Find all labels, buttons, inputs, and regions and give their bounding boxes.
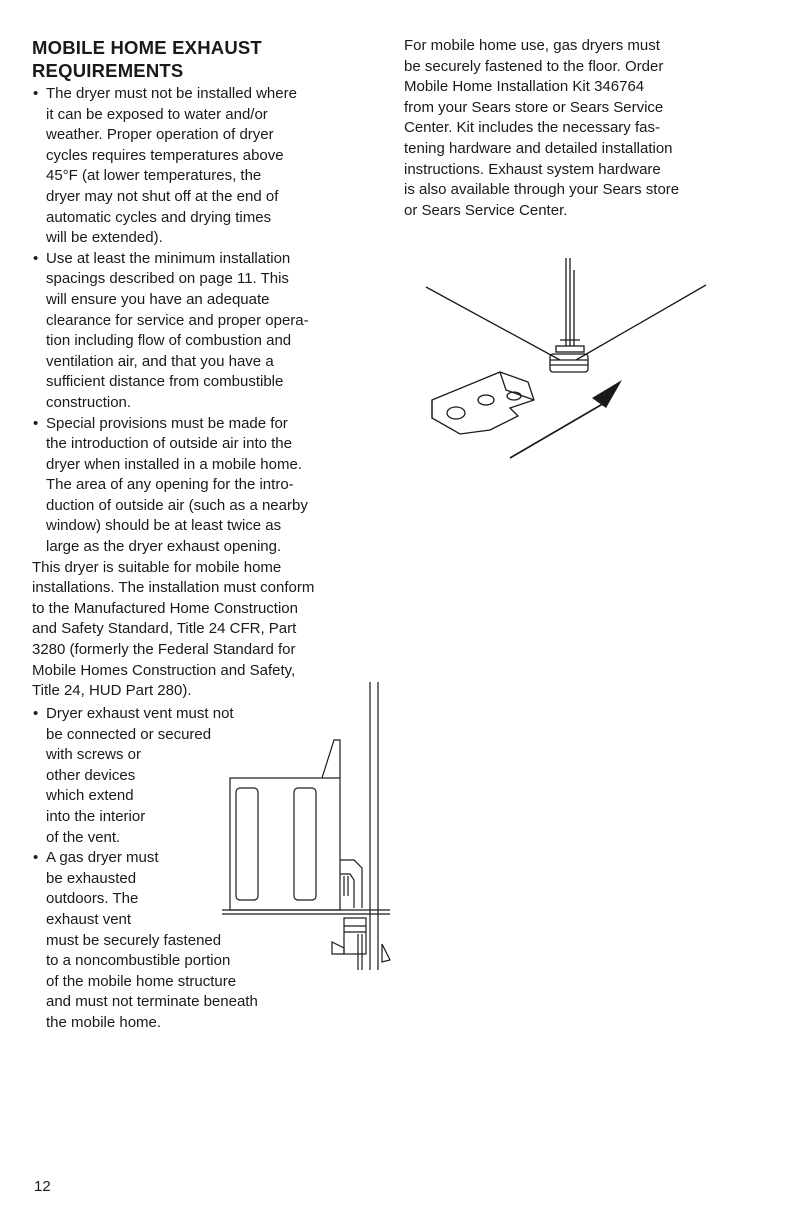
text-line: dryer may not shut off at the end of <box>46 187 279 205</box>
text-line: will ensure you have an adequate <box>46 290 270 308</box>
text-line: other devices <box>46 766 136 784</box>
text-line: • A gas dryer must <box>46 849 159 867</box>
text-line: spacings described on page 11. This <box>46 270 289 288</box>
text-line: cycles requires temperatures above <box>46 146 284 164</box>
text-line: exhaust vent <box>46 910 132 928</box>
text-line: This dryer is suitable for mobile home <box>32 558 282 576</box>
text-line: is also available through your Sears store <box>404 181 680 199</box>
text-line: installations. The installation must conform <box>32 579 315 597</box>
right-column <box>404 36 764 221</box>
text-line: Center. Kit includes the necessary fas- <box>404 119 660 137</box>
text-line: 45°F (at lower temperatures, the <box>46 167 262 185</box>
text-line: from your Sears store or Sears Service <box>404 98 664 116</box>
section-heading <box>32 36 362 82</box>
text-line: with screws or <box>46 746 142 764</box>
text-line: or Sears Service Center. <box>404 201 568 219</box>
text-line: of the vent. <box>46 828 121 846</box>
text-line: be exhausted <box>46 869 137 887</box>
text-line: which extend <box>46 787 134 805</box>
text-line: dryer when installed in a mobile home. <box>46 455 302 473</box>
text-line: • Use at least the minimum installation <box>46 249 291 267</box>
text-line: Mobile Home Installation Kit 346764 <box>404 78 645 96</box>
text-line: window) should be at least twice as <box>46 517 282 535</box>
text-line: the mobile home. <box>46 1013 162 1031</box>
text-line: to the Manufactured Home Construction <box>32 599 298 617</box>
text-line: will be extended). <box>46 229 163 247</box>
text-line: weather. Proper operation of dryer <box>46 126 274 144</box>
text-line: it can be exposed to water and/or <box>46 105 268 123</box>
bullet-spacings <box>32 249 392 414</box>
bullet-outside-air <box>32 414 392 558</box>
text-line: duction of outside air (such as a nearby <box>46 496 308 514</box>
text-line: For mobile home use, gas dryers must <box>404 37 660 54</box>
text-line: be securely fastened to the floor. Order <box>404 57 664 75</box>
text-line: large as the dryer exhaust opening. <box>46 538 282 556</box>
bullet-exposure <box>32 84 392 249</box>
page-number: 12 <box>34 1178 51 1195</box>
heading-line-1: MOBILE HOME EXHAUST <box>32 37 262 58</box>
fastening-paragraph <box>404 36 764 221</box>
text-line: instructions. Exhaust system hardware <box>404 160 661 178</box>
dryer-exhaust-illustration <box>222 680 412 980</box>
left-column <box>32 84 392 702</box>
text-line: • Dryer exhaust vent must not <box>46 705 234 722</box>
text-line: Mobile Homes Construction and Safety, <box>32 661 296 679</box>
text-line: • The dryer must not be installed where <box>46 85 297 102</box>
text-line: the introduction of outside air into the <box>46 435 292 453</box>
text-line: 3280 (formerly the Federal Standard for <box>32 641 296 659</box>
text-line: ventilation air, and that you have a <box>46 352 274 370</box>
text-line: sufficient distance from combustible <box>46 373 284 391</box>
text-line: tion including flow of combustion and <box>46 332 292 350</box>
text-line: The area of any opening for the intro- <box>46 476 294 494</box>
text-line: • Special provisions must be made for <box>46 414 288 432</box>
text-line: and Safety Standard, Title 24 CFR, Part <box>32 620 297 638</box>
text-line: automatic cycles and drying times <box>46 208 272 226</box>
text-line: be connected or secured <box>46 725 212 743</box>
heading-line-2: REQUIREMENTS <box>32 60 184 81</box>
text-line: tening hardware and detailed installation <box>404 139 673 157</box>
text-line: into the interior <box>46 807 146 825</box>
text-line: to a noncombustible portion <box>46 952 231 970</box>
text-line: of the mobile home structure <box>46 972 237 990</box>
text-line: must be securely fastened <box>46 931 222 949</box>
text-line: Title 24, HUD Part 280). <box>32 682 192 700</box>
text-line: and must not terminate beneath <box>46 993 258 1011</box>
floor-bracket-illustration <box>410 250 710 470</box>
text-line: clearance for service and proper opera- <box>46 311 309 329</box>
text-line: construction. <box>46 393 132 411</box>
text-line: outdoors. The <box>46 890 139 908</box>
